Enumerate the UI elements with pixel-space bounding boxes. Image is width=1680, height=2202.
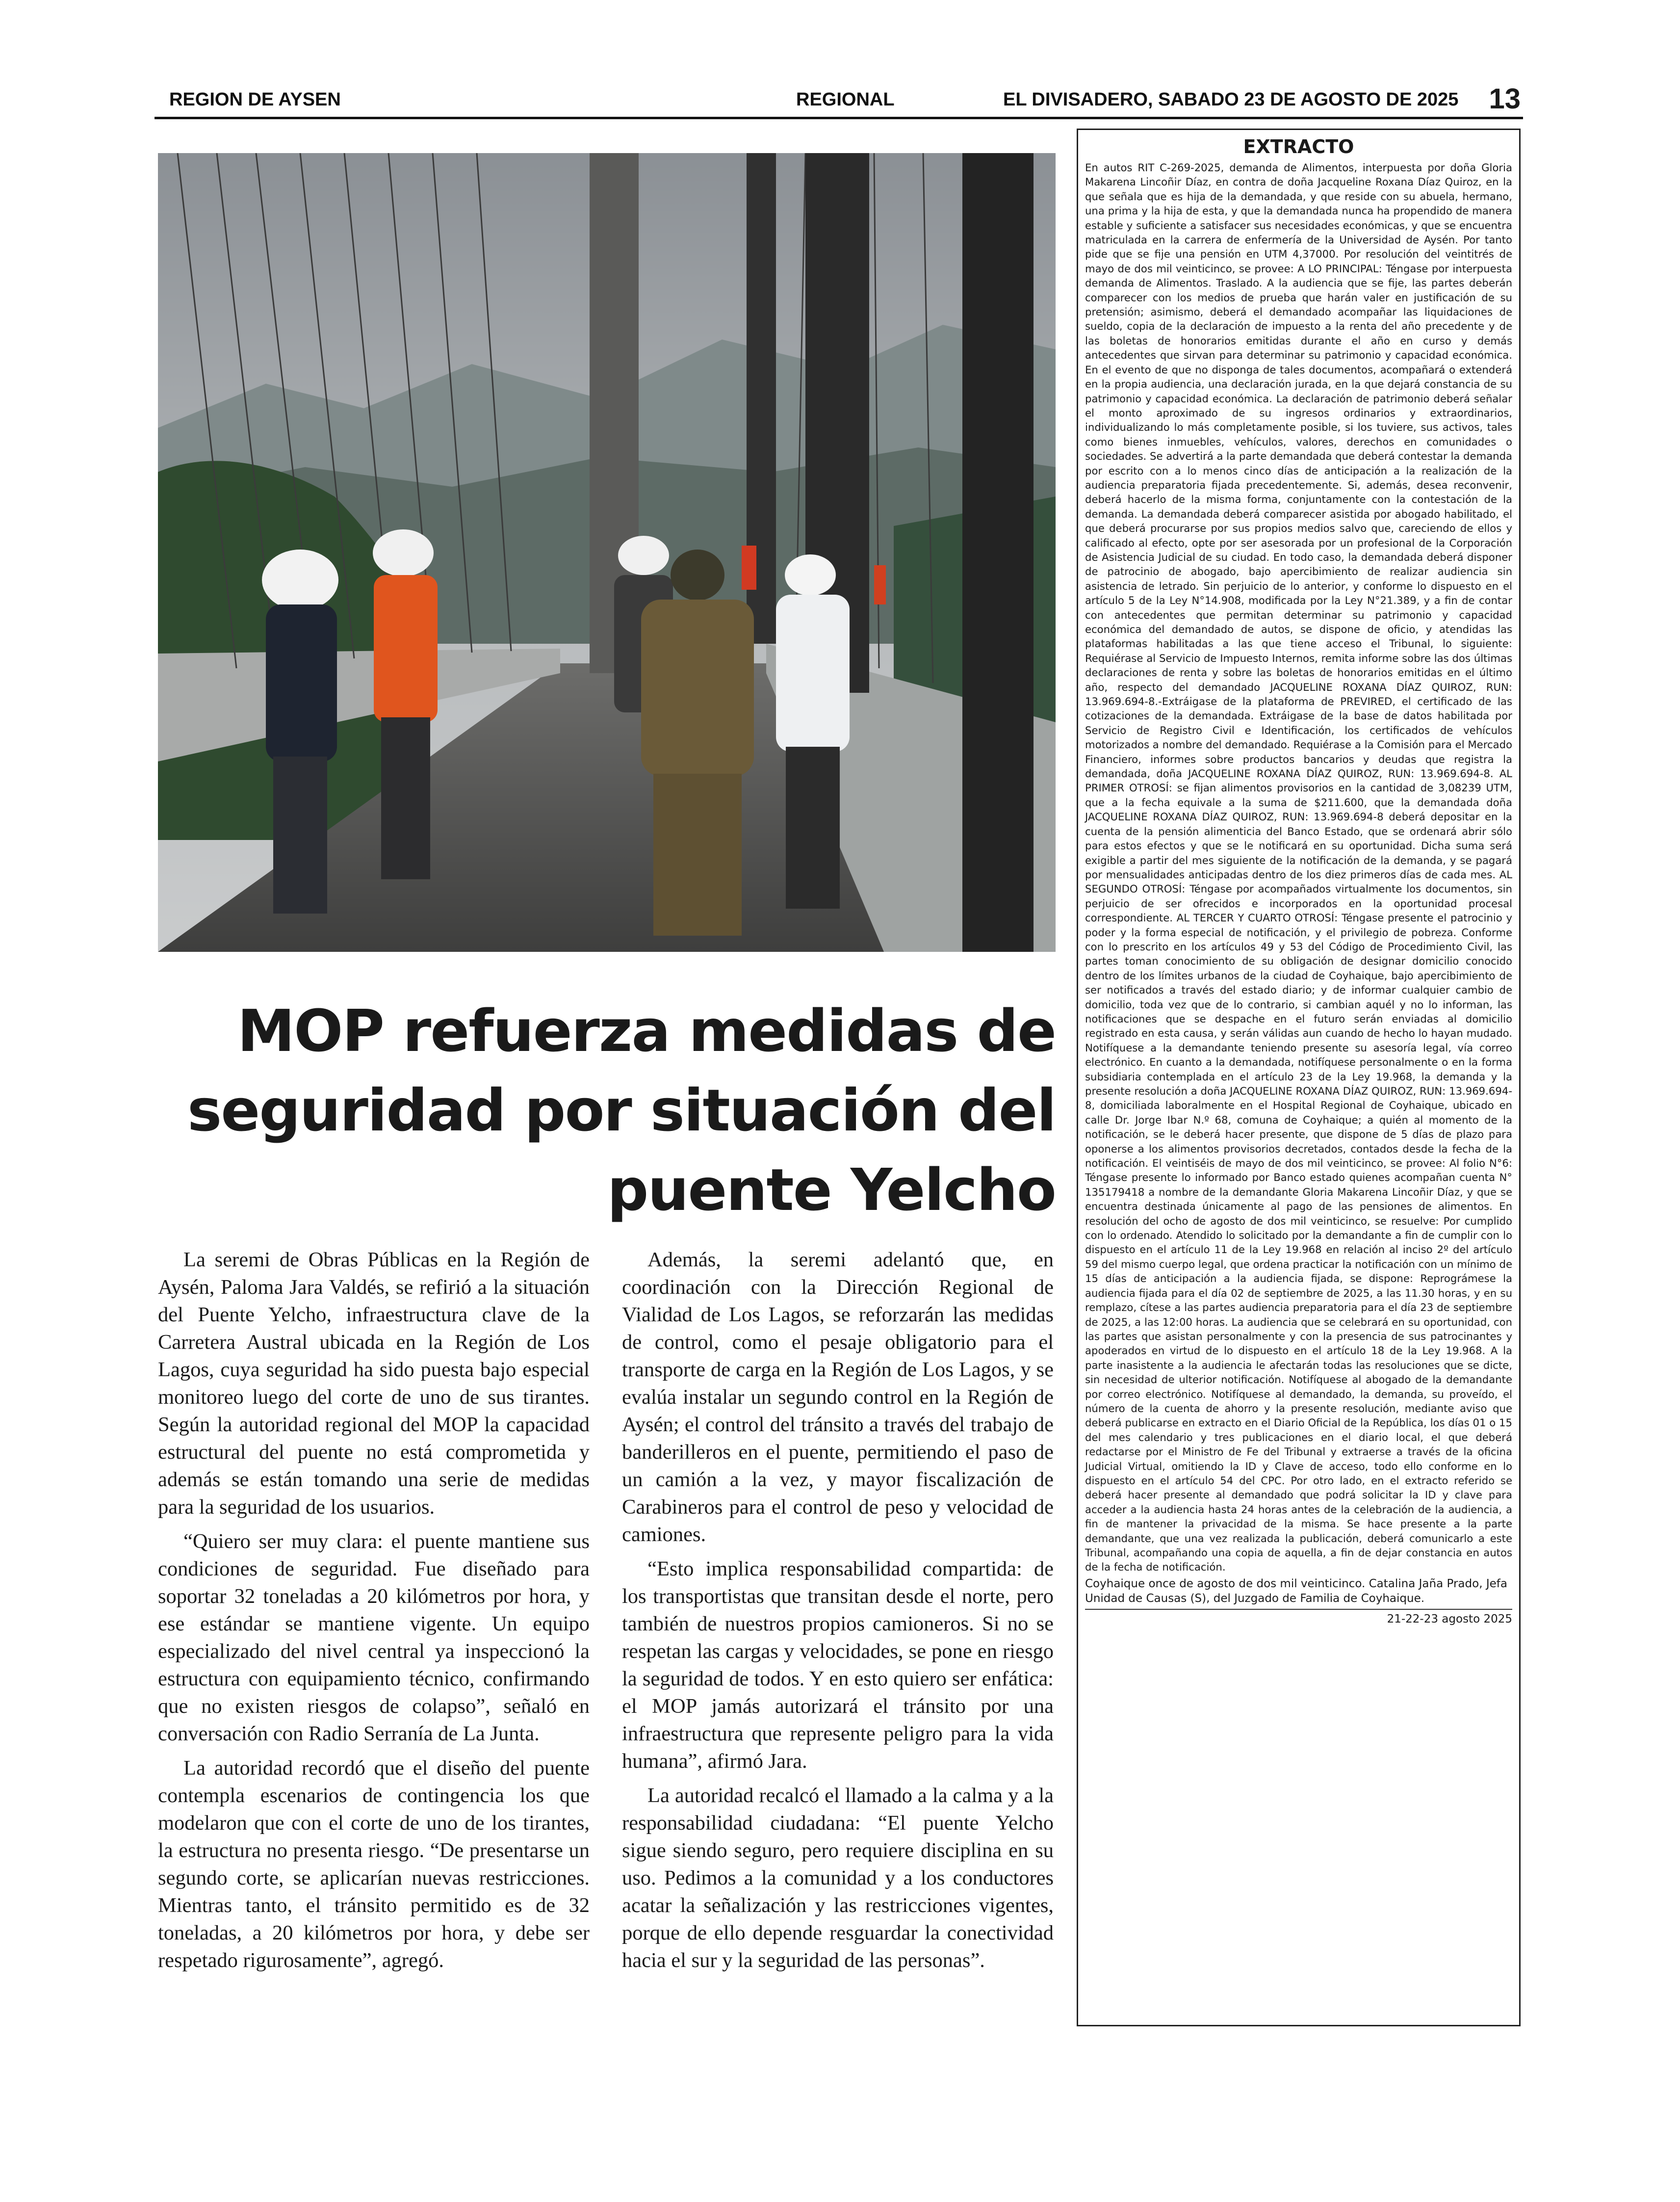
article-column-1 <box>158 1246 590 1981</box>
article-paragraph: “Quiero ser muy clara: el puente mantiene sus condiciones de seguridad. Fue diseñado para soportar 32 toneladas a 20 kilómetros por hora, y ese estándar se mantiene vigente. Un equipo especializado del nivel central ya inspeccionó la estructura con equipamiento técnico, confirmando que no existen riesgos de colapso”, señaló en conversación con Radio Serranía de La Junta. <box>158 1530 590 1745</box>
header-rule <box>155 117 1523 119</box>
legal-notice-box <box>1077 129 1521 2026</box>
section-label: REGION DE AYSEN <box>169 89 341 110</box>
article-headline: MOP refuerza medidas de seguridad por situación del puente Yelcho <box>187 997 1056 1224</box>
section-category: REGIONAL <box>796 89 895 110</box>
legal-notice-body: En autos RIT C-269-2025, demanda de Alimentos, interpuesta por doña Gloria Makarena Lincoñir Díaz, en contra de doña Jacqueline Roxana Díaz Quiroz, en la que señala que es hija de la demandada, y que reside con su abuela, hermano, una prima y la hija de esta, y que la demandada nunca ha propendido de manera estable y suficiente a satisfacer sus necesidades económicas, y que se encuentra matriculada en la carrera de enfermería de la Universidad de Aysén. Por tanto pide que se fije una pensión en UTM 4,37000. Por resolución del veintitrés de mayo de dos mil veinticinco, se provee: A LO PRINCIPAL: Téngase por interpuesta demanda de Alimentos. Traslado. A la audiencia que se fije, las partes deberán comparecer con los medios de prueba que harán valer en justificación de su pretensión; asimismo, deberá el demandado acompañar las liquidaciones de sueldo, copia de la declaración de impuesto a la renta del año precedente y de las boletas de honorarios emitidas durante el año en curso y demás antecedentes que sirvan para determinar su patrimonio y capacidad económica. En el evento de que no disponga de tales documentos, acompañará o extenderá en la propia audiencia, una declaración jurada, en la que dejará constancia de su patrimonio y capacidad económica. La declaración de patrimonio deberá señalar el monto aproximado de su ingresos ordinarios y extraordinarios, individualizando lo más completamente posible, si los tuviere, sus activos, tales como bienes inmuebles, vehículos, valores, derechos en comunidades o sociedades. Se advertirá a la parte demandada que deberá contestar la demanda por escrito con a lo menos cinco días de anticipación a la realización de la audiencia preparatoria fijada precedentemente. Si, además, desea reconvenir, deberá hacerlo de la misma forma, conjuntamente con la contestación de la demanda. La demandada deberá comparecer asistida por abogado habilitado, el que deberá procurarse por sus propios medios salvo que, careciendo de ellos y calificado al efecto, opte por ser asesorada por un profesional de la Corporación de Asistencia Judicial de su ciudad. En todo caso, la demandada deberá disponer de patrocinio de abogado, bajo apercibimiento de realizar audiencia sin asistencia de letrado. Sin perjuicio de lo anterior, y conforme lo dispuesto en el artículo 5 de la Ley N°14.908, modificada por la Ley N°21.389, y a fin de contar con antecedentes que permitan determinar su patrimonio y capacidad económica del demandado de autos, se dispone de oficio, y atendidas las plataformas habilitadas a las que tiene acceso el Tribunal, lo siguiente: Requiérase al Servicio de Impuesto Internos, remita informe sobre las dos últimas declaraciones de renta y sobre las boletas de honorarios emitidas en el último año, respecto del demandado JACQUELINE ROXANA DÍAZ QUIROZ, RUN: 13.969.694-8.-Extráigase de la plataforma de PREVIRED, el certificado de las cotizaciones de la demandada. Extráigase de la base de datos habilitada por Servicio de Registro Civil e Identificación, los certificados de vehículos motorizados a nombre del demandado. Requiérase a la Comisión para el Mercado Financiero, informes sobre productos bancarios y deudas que registra la demandada, doña JACQUELINE ROXANA DÍAZ QUIROZ, RUN: 13.969.694-8. AL PRIMER OTROSÍ: se fijan alimentos provisorios en la cantidad de 3,08239 UTM, que a la fecha equivale a la suma de $211.600, que la demandada doña JACQUELINE ROXANA DÍAZ QUIROZ, RUN: 13.969.694-8 deberá depositar en la cuenta de la pensión alimenticia del Banco Estado, que se ordenará abrir sólo para estos efectos y que se le notificará en su oportunidad. Dicha suma será exigible a partir del mes siguiente de la notificación de la demanda, y se pagará por mensualidades anticipadas dentro de los diez primeros días de cada mes. AL SEGUNDO OTROSÍ: Téngase por acompañados virtualmente los documentos, sin perjuicio de ser ofrecidos e incorporados en la oportunidad procesal correspondiente. AL TERCER Y CUARTO OTROSÍ: Téngase presente el patrocinio y poder y la forma especial de notificación, y el privilegio de pobreza. Conforme con lo prescrito en los artículos 49 y 53 del Código de Procedimiento Civil, las partes toman conocimiento de su obligación de designar domicilio conocido dentro de los límites urbanos de la ciudad de Coyhaique, bajo apercibimiento de ser notificados a través del estado diario; y de informar cualquier cambio de domicilio, toda vez que de lo contrario, si cambian aquél y no lo informan, las notificaciones que se despache en el futuro serán enviadas al domicilio registrado en esta causa, y serán válidas aun cuando de hecho lo hayan mudado. Notifíquese a la demandante teniendo presente su asesoría legal, vía correo electrónico. En cuanto a la demandada, notifíquese personalmente o en la forma subsidiaria contemplada en el artículo 23 de la Ley 19.968, la demanda y la presente resolución a doña JACQUELINE ROXANA DÍAZ QUIROZ, RUN: 13.969.694-8, domiciliada laboralmente en el Hospital Regional de Coyhaique, ubicado en calle Dr. Jorge Ibar N.º 68, comuna de Coyhaique; a quién al momento de la notificación, se le deberá hacer presente, que dispone de 5 días de plazo para oponerse a los alimentos provisorios decretados, contados desde la fecha de la notificación. El veintiséis de mayo de dos mil veinticinco, se provee: Al folio N°6: Téngase presente lo informado por Banco estado quienes acompañan cuenta N° 135179418 a nombre de la demandante Gloria Makarena Lincoñir Díaz, y que se encuentra destinada únicamente al pago de las pensiones de alimentos. En resolución del ocho de agosto de dos mil veinticinco, se resuelve: Por cumplido con lo ordenado. Atendido lo solicitado por la demandante a fin de cumplir con lo dispuesto en el artículo 11 de la Ley 19.968 en relación al inciso 2º del artículo 59 del mismo cuerpo legal, que ordena practicar la notificación con un mínimo de 15 días de anticipación a la audiencia fijada, se dispone: Reprográmese la audiencia fijada para el día 02 de septiembre de 2025, a las 11.30 horas, y en su remplazo, cítese a las partes audiencia preparatoria para el día 23 de septiembre de 2025, a las 12:00 horas. La audiencia que se celebrará en su oportunidad, con las partes que asistan personalmente y con la presencia de sus patrocinantes y apoderados en virtud de lo dispuesto en el artículo 18 de la Ley 19.968. A la parte inasistente a la audiencia le afectarán todas las resoluciones que se dicte, sin necesidad de ulterior notificación. Notifíquese al abogado de la demandante por correo electrónico. Notifíquese al demandado, la demanda, su proveído, el número de la cuenta de ahorro y la presente resolución, mediante aviso que deberá publicarse en extracto en el Diario Oficial de la República, los días 01 o 15 del mes calendario y tres publicaciones en el diario local, el que deberá redactarse por el Ministro de Fe del Tribunal y extraerse a través de la oficina Judicial Virtual, omitiendo la ID y Clave de acceso, todo ello conforme en lo dispuesto en el artículo 54 del CPC. Por otro lado, en el extracto referido se deberá hacer presente al demandado que podrá solicitar la ID y clave para acceder a la audiencia hasta 24 horas antes de la celebración de la audiencia, a fin de mantener la privacidad de la misma. Se hace presente a la parte demandante, que una vez realizada la publicación, deberá comunicarlo a este Tribunal, acompañando una copia de aquella, a fin de dejar constancia en autos de la fecha de notificación. <box>1085 161 1513 1573</box>
article-paragraph: Además, la seremi adelantó que, en coordinación con la Dirección Regional de Vialidad de Los Lagos, se reforzarán las medidas de control, como el pesaje obligatorio para el transporte de carga en la Región de Los Lagos, y se evalúa instalar un segundo control en la Región de Aysén; el control del tránsito a través del trabajo de banderilleros en el puente, permitiendo el paso de un camión a la vez, y mayor fiscalización de Carabineros para el control de peso y velocidad de camiones. <box>622 1248 1054 1546</box>
legal-notice-signature: Coyhaique once de agosto de dos mil veinticinco. Catalina Jaña Prado, Jefa Unidad de Causas (S), del Juzgado de Familia de Coyhaique. <box>1085 1577 1507 1605</box>
legal-notice-dates: 21-22-23 agosto 2025 <box>1387 1612 1512 1625</box>
legal-notice-title: EXTRACTO <box>1243 136 1354 157</box>
page-number: 13 <box>1489 83 1521 115</box>
legal-notice-divider <box>1085 1609 1512 1610</box>
article-paragraph: La autoridad recalcó el llamado a la calma y a la responsabilidad ciudadana: “El puente Yelcho sigue siendo seguro, pero requiere disciplina en su uso. Pedimos a la comunidad y a los conductores acatar la señalización y las restricciones vigentes, porque de ello depende resguardar la conectividad hacia el sur y la seguridad de las personas”. <box>622 1784 1054 1972</box>
dateline: EL DIVISADERO, SABADO 23 DE AGOSTO DE 2025 <box>1003 89 1459 110</box>
article-paragraph: “Esto implica responsabilidad compartida: de los transportistas que transitan desde el norte, pero también de nuestros propios camioneros. Si no se respetan las cargas y velocidades, se pone en riesgo la seguridad de todos. Y en esto quiero ser enfática: el MOP jamás autorizará el tránsito por una infraestructura que represente peligro para la vida humana”, afirmó Jara. <box>622 1557 1054 1773</box>
article-paragraph: La seremi de Obras Públicas en la Región de Aysén, Paloma Jara Valdés, se refirió a la situación del Puente Yelcho, infraestructura clave de la Carretera Austral ubicada en la Región de Los Lagos, cuya seguridad ha sido puesta bajo especial monitoreo luego del corte de uno de sus tirantes. Según la autoridad regional del MOP la capacidad estructural del puente no está comprometida y además se están tomando una serie de medidas para la seguridad de los usuarios. <box>158 1248 590 1519</box>
article-column-2 <box>622 1246 1054 1981</box>
article-photo <box>158 153 1056 952</box>
article-paragraph: La autoridad recordó que el diseño del puente contempla escenarios de contingencia los que modelaron que con el corte de uno de los tirantes, la estructura no presenta riesgo. “De presentarse un segundo corte, se aplicarían nuevas restricciones. Mientras tanto, el tránsito permitido es de 32 toneladas, a 20 kilómetros por hora, y debe ser respetado rigurosamente”, agregó. <box>158 1756 590 1972</box>
